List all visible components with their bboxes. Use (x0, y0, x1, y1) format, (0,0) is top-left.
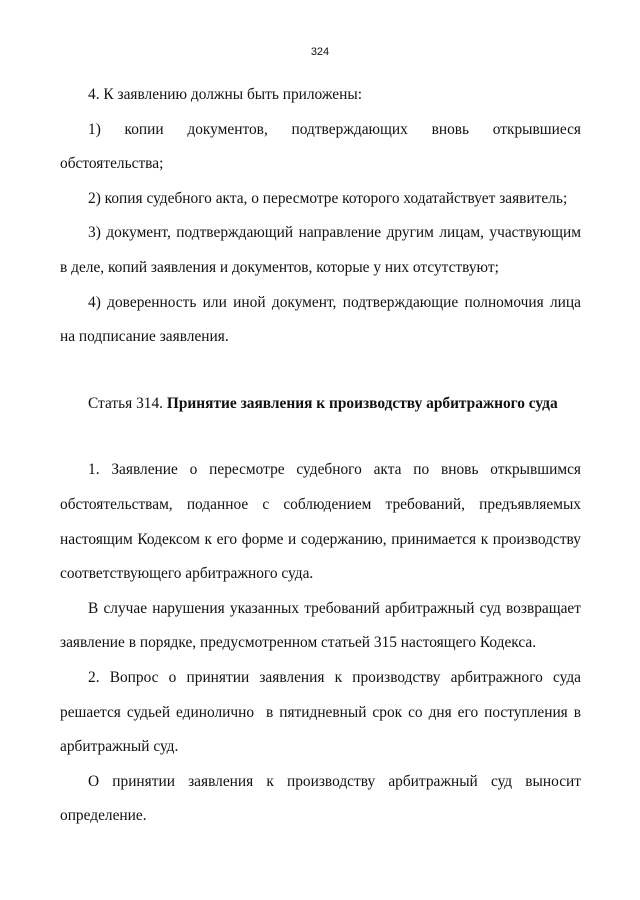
paragraph-4-4-line-2: на подписание заявления. (60, 328, 229, 346)
paragraph-4-4 (60, 286, 581, 355)
paragraph-4: 4. К заявлению должны быть приложены: (88, 86, 362, 103)
article-paragraph-1 (60, 453, 581, 591)
paragraph-4-3-line-1: 3) документ, подтверждающий направление другим лицам, участвующим (88, 224, 581, 242)
page-number: 324 (310, 46, 330, 58)
article-paragraph-2b-line-1: О принятии заявления к производству арбитражный суд выносит (88, 772, 581, 790)
article-paragraph-1-line-3: настоящим Кодексом к его форме и содержанию, принимается к производству (60, 530, 581, 548)
article-paragraph-1-line-4: соответствующего арбитражного суда. (60, 565, 314, 583)
article-paragraph-2-line-2: решается судьей единолично в пятидневный срок со дня его поступления в (60, 703, 581, 721)
article-paragraph-1b-line-2: заявление в порядке, предусмотренном статьей 315 настоящего Кодекса. (60, 634, 537, 652)
paragraph-4-2: 2) копия судебного акта, о пересмотре которого ходатайствует заявитель; (88, 189, 568, 207)
article-paragraph-2b (60, 765, 581, 834)
article-paragraph-2b-line-2: определение. (60, 807, 147, 825)
article-paragraph-2-line-3: арбитражный суд. (60, 738, 179, 756)
article-title: Принятие заявления к производству арбитражного суда (166, 394, 558, 412)
article-paragraph-1-line-2: обстоятельствам, поданное с соблюдением требований, предъявляемых (60, 495, 581, 513)
document-body (60, 78, 581, 834)
paragraph-4-3-line-2: в деле, копий заявления и документов, которые у них отсутствуют; (60, 258, 499, 276)
article-paragraph-2-line-1: 2. Вопрос о принятии заявления к производству арбитражного суда (88, 668, 581, 686)
article-paragraph-2 (60, 661, 581, 765)
article-heading (60, 387, 581, 422)
paragraph-4-4-line-1: 4) доверенность или иной документ, подтверждающие полномочия лица (88, 293, 581, 311)
article-paragraph-1b-line-1: В случае нарушения указанных требований арбитражный суд возвращает (88, 599, 581, 617)
paragraph-4-1-line-2: обстоятельства; (60, 155, 164, 173)
article-prefix: Статья 314. (88, 394, 164, 412)
paragraph-4-3 (60, 216, 581, 285)
paragraph-4-1 (60, 113, 581, 182)
paragraph-4-1-line-1: 1) копии документов, подтверждающих вновь открывшиеся (88, 120, 581, 138)
article-paragraph-1b (60, 592, 581, 661)
article-paragraph-1-line-1: 1. Заявление о пересмотре судебного акта по вновь открывшимся (88, 461, 581, 479)
